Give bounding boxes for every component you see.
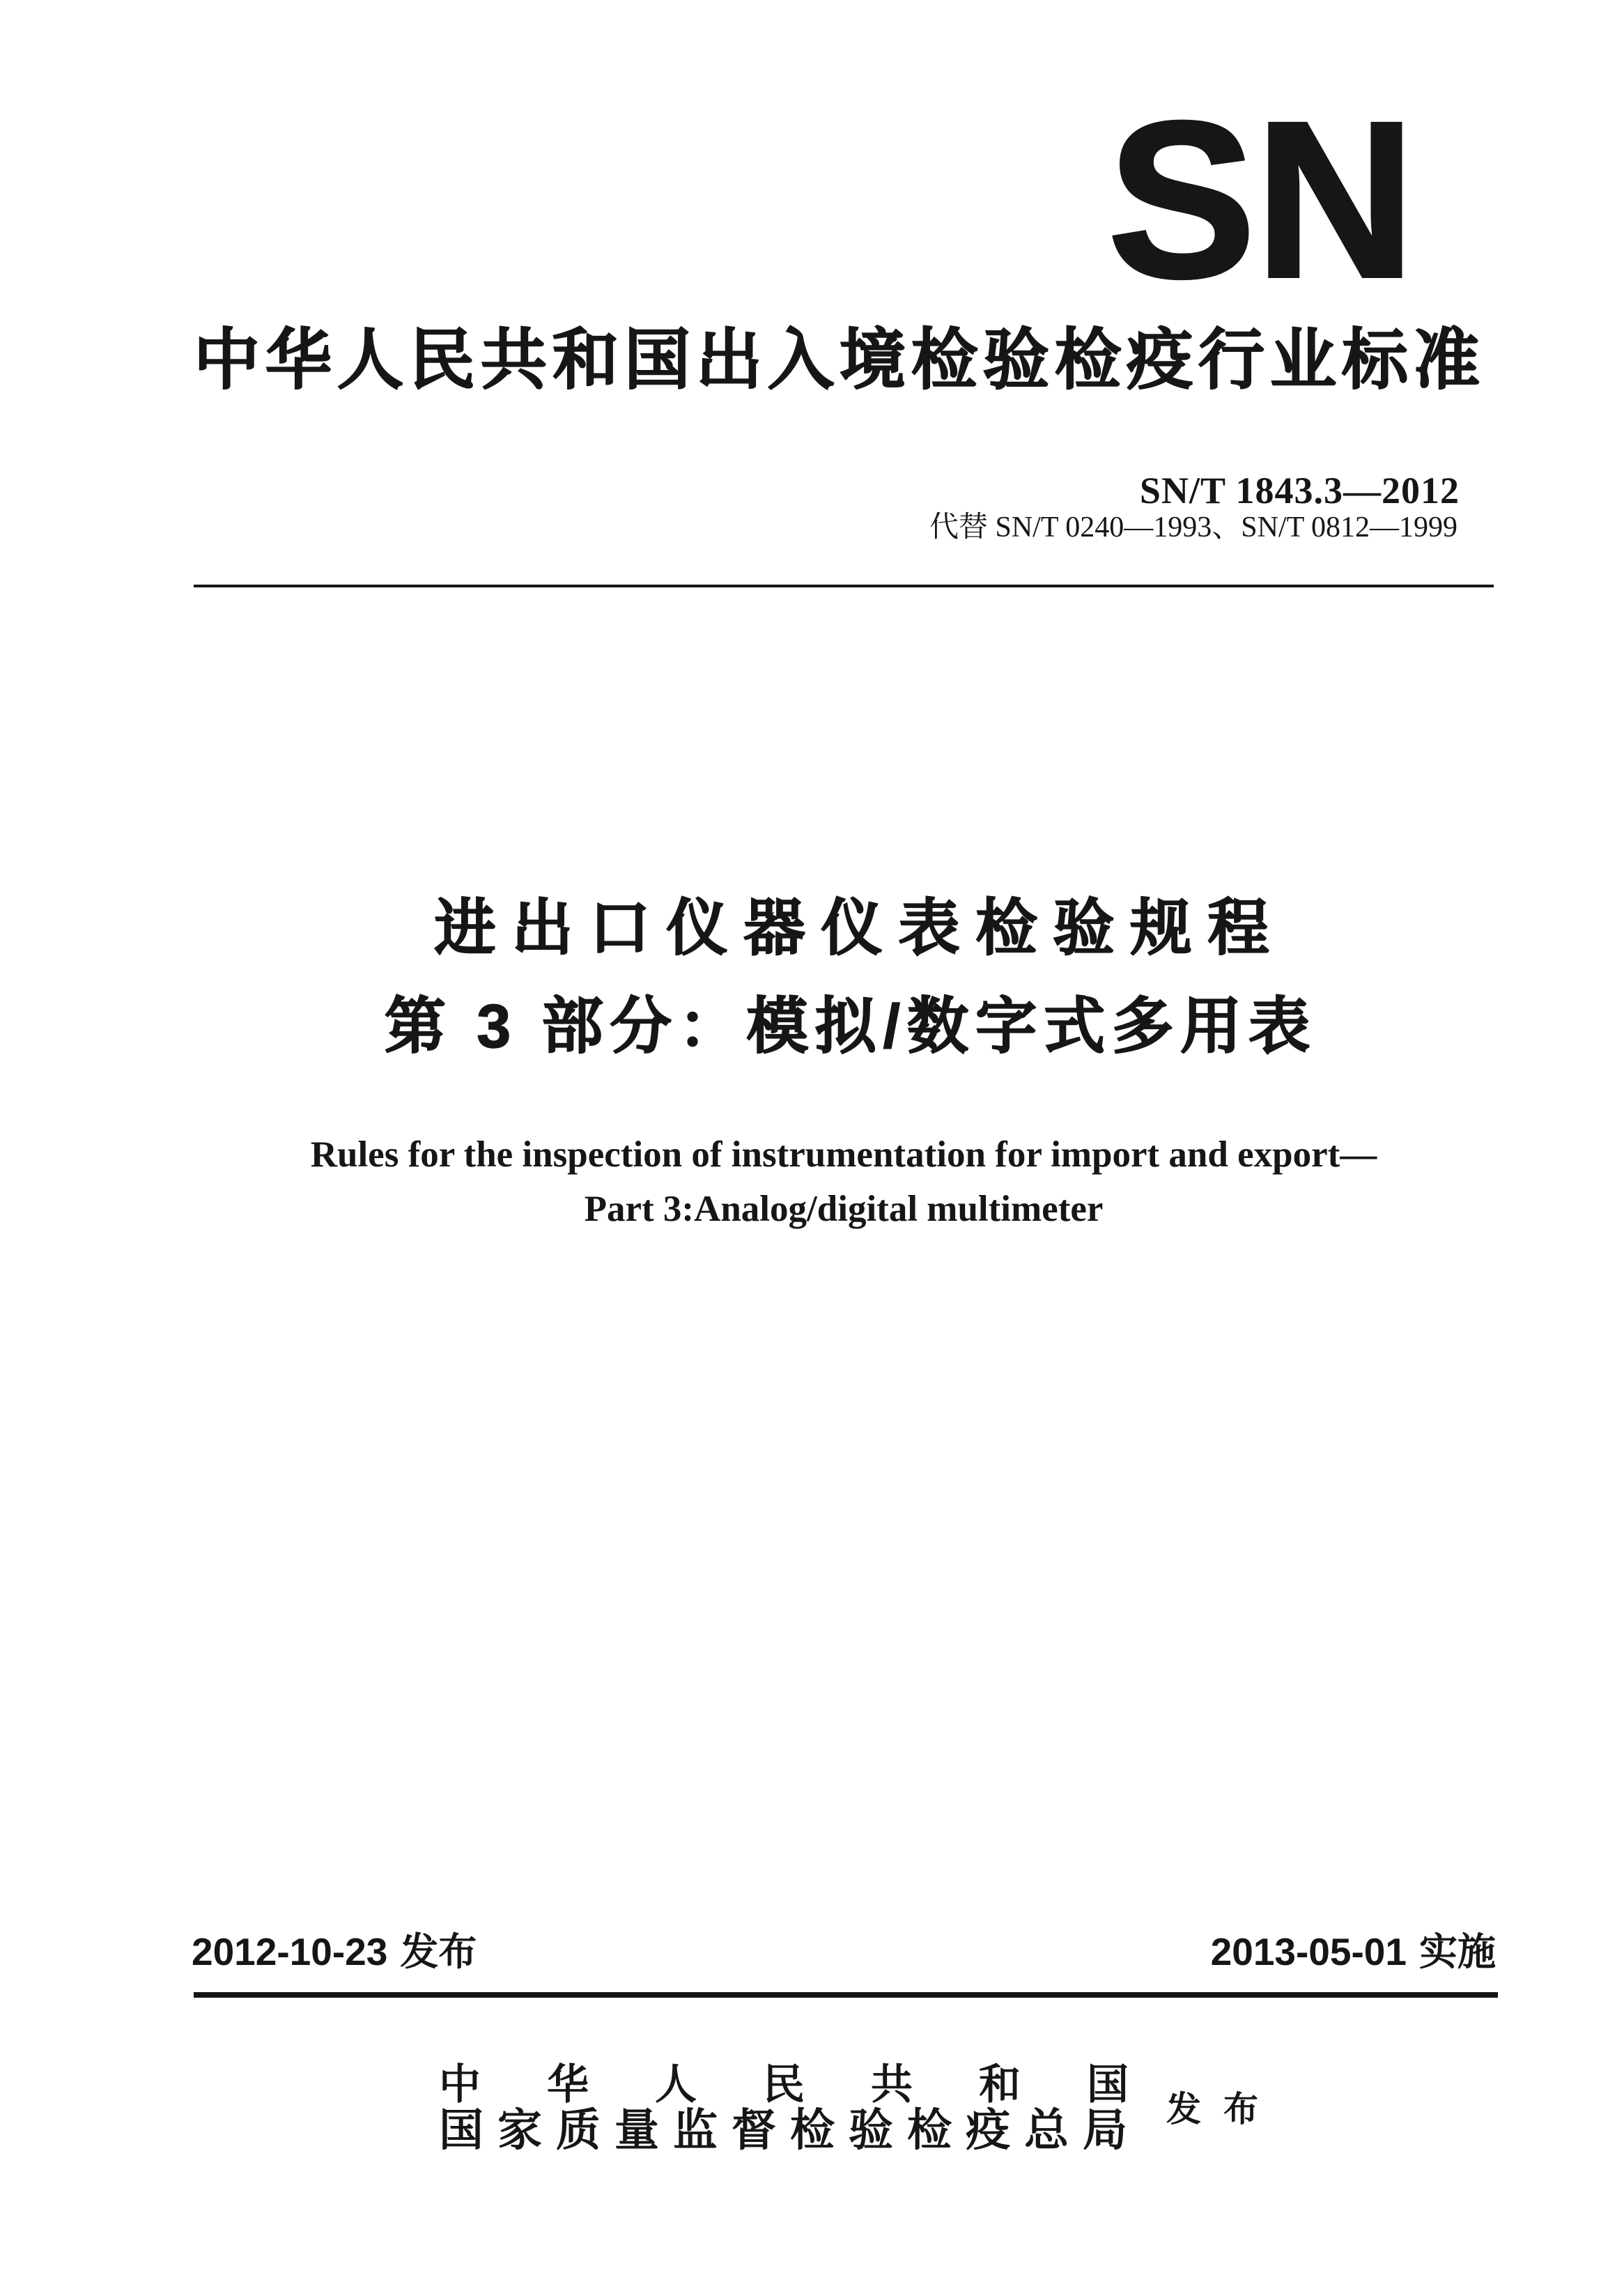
doc-title-en-line2: Part 3:Analog/digital multimeter [584, 1189, 1104, 1229]
replaces-note: 代替 SN/T 0240—1993、SN/T 0812—1999 [929, 511, 1457, 543]
header-divider [194, 585, 1494, 587]
issue-date-line [192, 1930, 477, 1973]
issue-date-value: 2012-10-23 [192, 1930, 388, 1973]
implement-date-value: 2013-05-01 [1210, 1930, 1407, 1973]
standard-code: SN/T 1843.3—2012 [1139, 470, 1460, 511]
issue-date-label: 发布 [400, 1930, 477, 1973]
sn-logo: SN [1107, 75, 1414, 324]
doc-title-en-line1: Rules for the inspection of instrumentation for import and export— [310, 1134, 1377, 1175]
doc-title-cn-line1: 进出口仪器仪表检验规程 [434, 893, 1285, 962]
implement-date-label: 实施 [1418, 1930, 1496, 1973]
publisher-country: 中华人民共和国 [439, 2062, 1195, 2108]
doc-title-cn-line2: 第 3 部分：模拟/数字式多用表 [384, 992, 1317, 1061]
implement-date-line [1210, 1930, 1496, 1973]
publisher-agency: 国家质量监督检验检疫总局 [439, 2106, 1141, 2155]
footer-divider [194, 1992, 1498, 1998]
header-title: 中华人民共和国出入境检验检疫行业标准 [194, 323, 1486, 397]
publish-action-label: 发布 [1166, 2090, 1281, 2129]
